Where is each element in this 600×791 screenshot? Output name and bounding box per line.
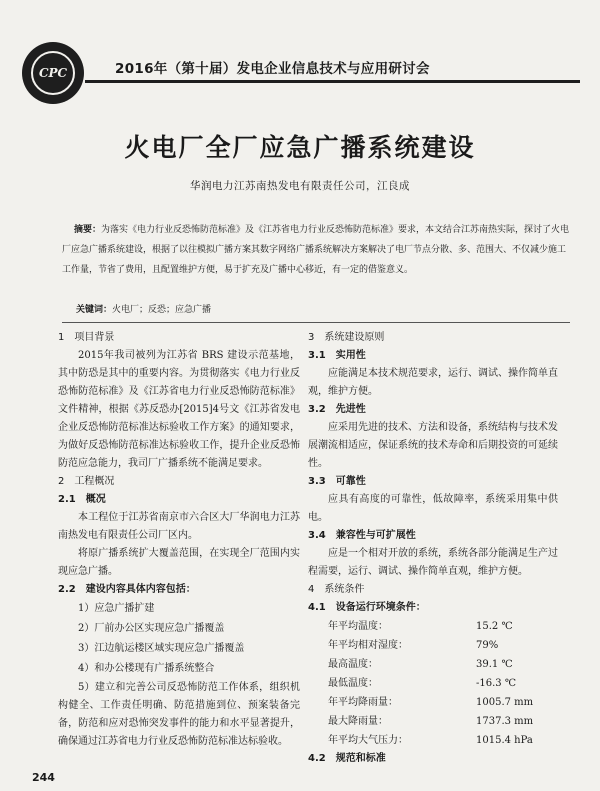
- env-row: [308, 655, 558, 674]
- env-label: 最高温度：: [328, 659, 378, 670]
- env-row: [308, 731, 558, 750]
- keywords-label: 关键词：: [76, 305, 113, 315]
- paper-title: 火电厂全厂应急广播系统建设: [124, 133, 476, 162]
- env-label: 最低温度：: [328, 678, 378, 689]
- section-heading: 3 系统建设原则: [308, 332, 385, 343]
- subsection-heading: 3.3 可靠性: [308, 476, 366, 487]
- section-heading: 1 项目背景: [58, 332, 115, 343]
- list-item: 4）和办公楼现有广播系统整合: [78, 663, 215, 674]
- list-item: 3）江边航运楼区域实现应急广播覆盖: [78, 643, 245, 654]
- abstract-text: 为落实《电力行业反恐怖防范标准》及《江苏省电力行业反恐怖防范标准》要求，本文结合江苏南热实际，探讨了火电厂应急广播系统建设，根据了以往模拟广播方案其数字网络广播系统解决方案解决了电厂节点分散、多、范围大、不仅减少施工工作量，节省了费用，且配置维护方便，易于扩充及广播中心移近，有一定的借鉴意义。: [62, 225, 570, 275]
- subsection-heading: 4.1 设备运行环境条件：: [308, 602, 426, 613]
- abstract: [62, 220, 570, 280]
- paragraph: 5）建立和完善公司反恐怖防范工作体系，组织机构健全、工作责任明确、防范措施到位、预案装备完备，防范和应对恐怖突发事件的能力和水平显著提升，确保通过江苏省电力行业反恐怖防范标准达标验收。: [58, 682, 300, 747]
- subsection-heading: 2.2 建设内容具体内容包括：: [58, 584, 196, 595]
- env-value: 1737.3 mm: [476, 716, 534, 727]
- env-label: 年平均降雨量：: [328, 697, 398, 708]
- env-row: [308, 636, 558, 655]
- conference-title: 2016年（第十届）发电企业信息技术与应用研讨会: [115, 61, 430, 77]
- header-rule: [85, 80, 580, 83]
- section-heading: 4 系统条件: [308, 584, 365, 595]
- section-divider: [62, 322, 570, 323]
- env-value: -16.3 ℃: [476, 678, 517, 689]
- right-column: [308, 329, 558, 768]
- env-value: 79%: [476, 640, 499, 651]
- env-row: [308, 674, 558, 693]
- cpc-logo: [22, 42, 84, 104]
- paragraph: 应具有高度的可靠性，低故障率，系统采用集中供电。: [308, 494, 558, 523]
- list-item: 1）应急广播扩建: [78, 603, 155, 614]
- subsection-heading: 3.2 先进性: [308, 404, 366, 415]
- env-value: 1005.7 mm: [476, 697, 534, 708]
- env-row: [308, 617, 558, 636]
- env-label: 年平均温度：: [328, 621, 388, 632]
- paragraph: 应能满足本技术规范要求，运行、调试、操作简单直观，维护方便。: [308, 368, 558, 397]
- section-heading: 2 工程概况: [58, 476, 115, 487]
- env-value: 15.2 ℃: [476, 621, 513, 632]
- env-label: 年平均大气压力：: [328, 735, 408, 746]
- env-row: [308, 693, 558, 712]
- abstract-label: 摘要：: [74, 225, 102, 235]
- env-label: 年平均相对湿度：: [328, 640, 408, 651]
- paragraph: 应是一个相对开放的系统，系统各部分能满足生产过程需要，运行、调试、操作简单直观，维护方便。: [308, 548, 558, 577]
- paragraph: 2015年我司被列为江苏省 BRS 建设示范基地，其中防恐是其中的重要内容。为贯彻落实《电力行业反恐怖防范标准》及《江苏省电力行业反恐怖防范标准》文件精神，根据《苏反恐办[2015]4号文《江苏省发电企业反恐怖防范标准达标验收工作方案》的通知要求，为做好反恐怖防范标准达标验收工作，提升企业反恐怖防范应急能力，我司厂广播系统不能满足要求。: [58, 350, 300, 469]
- subsection-heading: 3.1 实用性: [308, 350, 366, 361]
- keywords: [76, 302, 211, 315]
- logo-text: CPC: [31, 51, 75, 95]
- paragraph: 将原广播系统扩大覆盖范围，在实现全厂范围内实现应急广播。: [58, 548, 300, 577]
- paragraph: 应采用先进的技术、方法和设备，系统结构与技术发展潮流相适应，保证系统的技术寿命和后期投资的可延续性。: [308, 422, 558, 469]
- subsection-heading: 4.2 规范和标准: [308, 753, 386, 764]
- page-number: 244: [32, 771, 55, 784]
- env-value: 39.1 ℃: [476, 659, 513, 670]
- keywords-text: 火电厂；反恐；应急广播: [112, 305, 212, 315]
- env-row: [308, 712, 558, 731]
- env-value: 1015.4 hPa: [476, 735, 533, 746]
- list-item: 2）厂前办公区实现应急广播覆盖: [78, 623, 225, 634]
- subsection-heading: 3.4 兼容性与可扩展性: [308, 530, 416, 541]
- paragraph: 本工程位于江苏省南京市六合区大厂华润电力江苏南热发电有限责任公司厂区内。: [58, 512, 300, 541]
- subsection-heading: 2.1 概况: [58, 494, 106, 505]
- env-label: 最大降雨量：: [328, 716, 388, 727]
- left-column: [58, 329, 300, 751]
- paper-authors: 华润电力江苏南热发电有限责任公司，江良成: [190, 180, 410, 192]
